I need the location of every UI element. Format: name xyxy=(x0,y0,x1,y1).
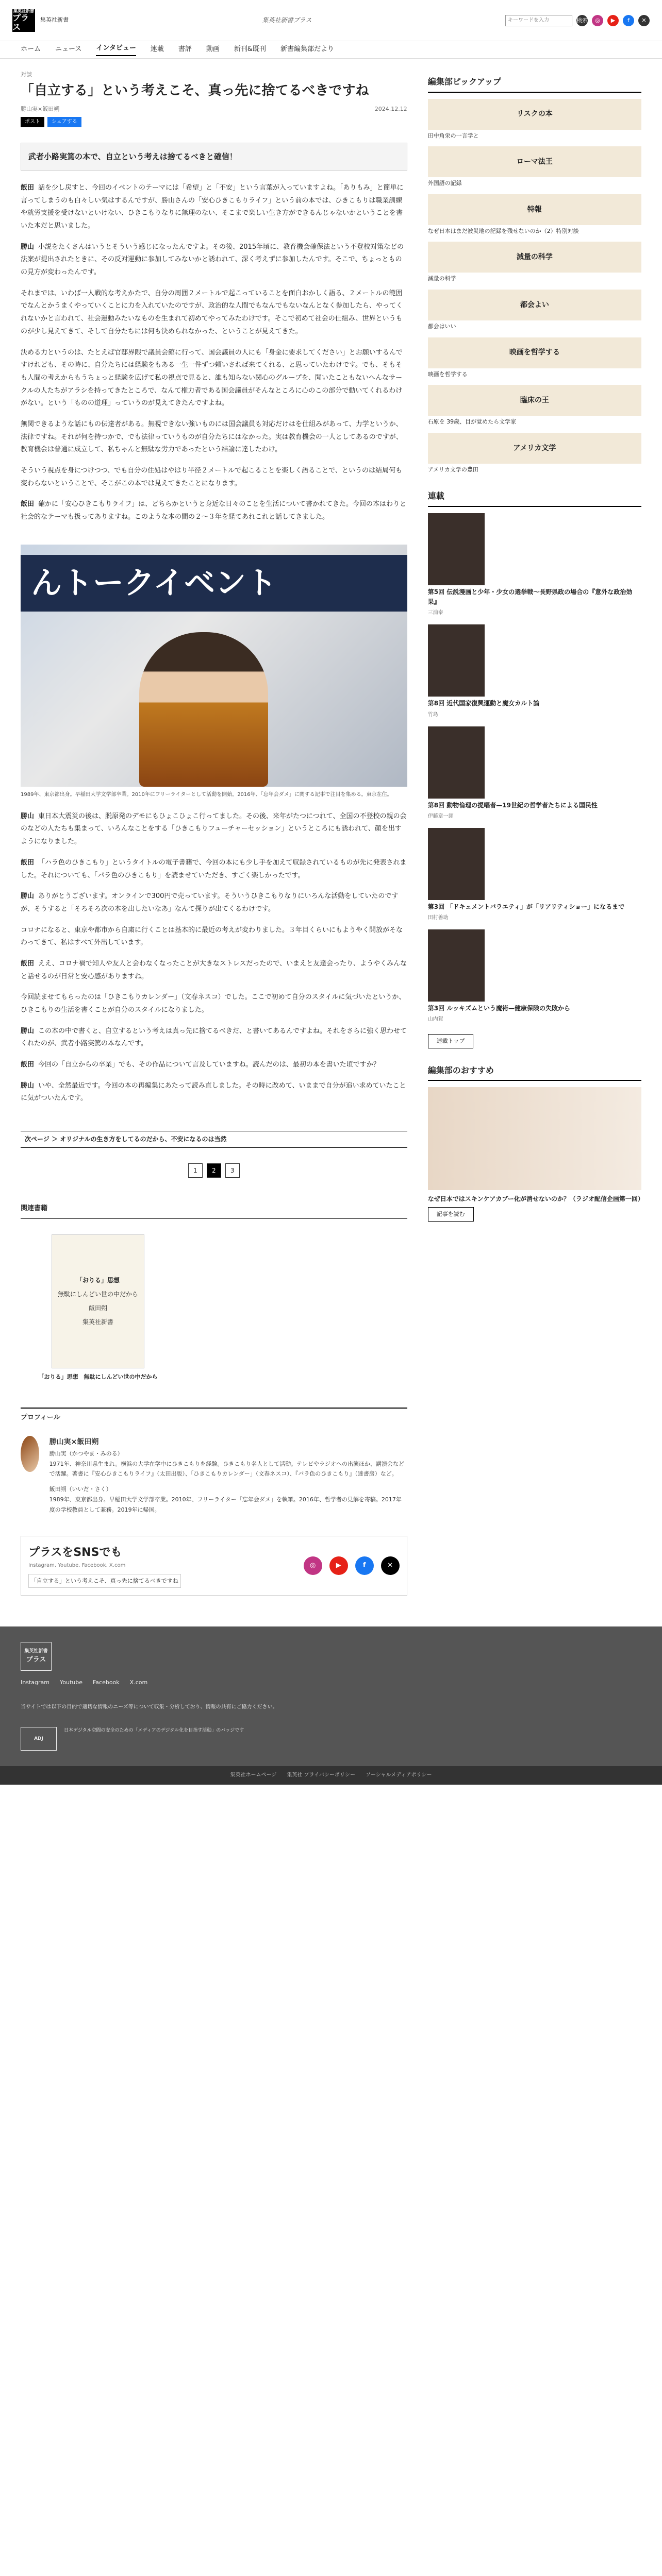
serial-thumb xyxy=(428,726,485,799)
article-body-2 xyxy=(21,810,407,1105)
paragraph: 勝山 ありがとうございます。オンラインで300円で売っています。そういうひきこもりなりにいろんな活動をしていたのですが、そうすると「そろそろ次の本を出したいなあ」なんて探りが出てくるわけです。 xyxy=(21,892,399,913)
speaker-name: 勝山 xyxy=(21,243,35,251)
main-nav xyxy=(0,41,662,59)
paragraph: そういう視点を身につけつつ、でも自分の住処はやはり半径２メートルで起こることを楽しく語ることで、というのは結局何も変わらないということで、そこがこの本では見えてきたことになります。 xyxy=(21,467,402,487)
site-header xyxy=(0,0,662,41)
pickup-item[interactable]: 都会よい 都会はいい xyxy=(428,290,641,331)
pickup-item[interactable]: アメリカ文学 アメリカ文学の豊田 xyxy=(428,433,641,474)
pickup-item[interactable]: リスクの本 田中角栄の一言学と xyxy=(428,99,641,141)
serial-item[interactable]: 第8回 動物倫理の提唱者—19世紀の哲学者たちによる国民性 伊藤章一郎 xyxy=(428,726,641,821)
book-cover[interactable]: 「おりる」思想 無駄にしんどい世の中だから 飯田朔 集英社新書 xyxy=(52,1234,144,1368)
paragraph: 飯田 話を少し戻すと、今回のイベントのテーマには「希望」と「不安」という言葉が入っていますよね。「ありもみ」と簡単に言ってしまうのも白々しい気はするんですが、勝山さんの「安心ひきこもりライフ」という前の本では、ひきこもりは職業訓練や就労支援を受けないといけない、ひきこもりなりに無理のない、そこまで楽しい生き方ができるんじゃないかということを書いた本だと思いました。 xyxy=(21,183,404,230)
paragraph: 決める力というのは、たとえば官邸界隈で議員会館に行って、国会議員の人にも「身金に要求してください」とお願いするんですけれども、その時に、自分たちには経験をもある一生一件ずつ頼いされば来てくれる、と思っていたわけです。でも、そもそも人間の考えからもうちょっと経験を広げて私の視点で見ると、誰も知らない関心のグループを、聞いたこともないへんなサークルの人たちがアラシを持ってきたところで、なんて権力者である国会議員がそんなところに心のこの部分で動いてくれるわけがない。という「ものの道理」っていうのが見えてきたんですよね。 xyxy=(21,348,403,408)
paragraph: 勝山 いや、全然最近です。今回の本の再編集にあたって読み直しました。その時に改めて、いままで自分が追い求めていたことに気がついたんです。 xyxy=(21,1081,406,1103)
read-article-button[interactable]: 記事を読む xyxy=(428,1207,474,1222)
serial-thumb xyxy=(428,929,485,1002)
profile-names: 勝山実×飯田朔 xyxy=(49,1437,99,1446)
nav-interview[interactable]: インタビュー xyxy=(96,43,136,56)
serial-thumb xyxy=(428,624,485,697)
avatar xyxy=(21,1436,39,1472)
instagram-icon[interactable]: ◎ xyxy=(304,1556,322,1575)
page-3[interactable]: 3 xyxy=(225,1163,240,1178)
profile-bio-2: 1989年、東京都出身。早稲田大学文学部卒業。2010年、フリーライター「忘年会ダメ」を執筆。2016年、哲学者の見解を寄稿。2017年度の学校教員として兼務。2019年に帰国。 xyxy=(49,1496,402,1513)
footer-link[interactable]: ソーシャルメディアポリシー xyxy=(366,1772,432,1778)
article-category[interactable]: 対談 xyxy=(21,71,32,78)
profile-bio-1: 1971年、神奈川県生まれ。横浜の大学在学中にひきこもりを経験。ひきこもり名人として活動。テレビやラジオへの出演ほか、講演会などで活躍。著書に『安心ひきこもりライフ』（太田出版）、「ひきこもりカレンダー」（文春ネスコ）、『バラ色のひきこもり』（達書房）など。 xyxy=(49,1460,405,1478)
footer-instagram-link[interactable]: Instagram xyxy=(21,1679,49,1686)
profile-reading-1: 勝山実（かつやま・みのる） xyxy=(49,1450,123,1457)
x-icon[interactable]: ✕ xyxy=(381,1556,400,1575)
pickup-title: 編集部ピックアップ xyxy=(428,75,641,93)
event-photo xyxy=(21,545,407,787)
paragraph: 飯田 ええ、コロナ禍で知人や友人と会わなくなったことが大きなストレスだったので、いまえと友達会ったり、ようやくみんなと話せるのが日常と安心感がありますね。 xyxy=(21,959,407,980)
serial-item[interactable]: 第8回 近代国家復興運動と魔女カルト論 竹島 xyxy=(428,624,641,719)
article-lead: 武者小路実篤の本で、自立という考えは捨てるべきと確信！ xyxy=(21,143,407,171)
recommend-text[interactable]: なぜ日本ではスキンケアカブー化が消せないのか？（ラジオ配信企画第一回） xyxy=(427,1195,644,1203)
pagination xyxy=(21,1163,407,1178)
footer-sns xyxy=(21,1678,641,1687)
sns-box xyxy=(21,1536,407,1596)
serial-title: 連載 xyxy=(428,489,641,507)
footer-bottom xyxy=(0,1766,662,1785)
sns-title: プラスをSNSでも xyxy=(28,1546,122,1559)
paragraph: 今回読ませてもらったのは「ひきこもりカレンダー」（文春ネスコ）でした。ここで初めて自分のスタイルに気づいたというか、ひきこもりの生活を書くことが自分のスタイルになりました。 xyxy=(21,993,406,1014)
paragraph: 飯田 確かに「安心ひきこもりライフ」は、どちらかというと身近な日々のことを生活について書かれてきた。今回の本はわりと社会的なテーマも扱ってありますね。このような本の間の２～３年を経てあれこれと話してきました。 xyxy=(21,500,406,521)
serial-thumb xyxy=(428,828,485,900)
recommend-title: 編集部のおすすめ xyxy=(428,1064,641,1081)
page-1[interactable]: 1 xyxy=(188,1163,203,1178)
footer-link[interactable]: 集英社 プライバシーポリシー xyxy=(287,1772,355,1778)
profile-reading-2: 飯田朔（いいだ・さく） xyxy=(49,1486,112,1493)
paragraph: 勝山 小説をたくさんはいうとそういう感じになったんですよ。その後、2015年頃に、教育機会確保法という不登校対策などの法案が提出されたときに、その反対運動に参加してみないかと誘われて、深く考えずに参加したんです。そこで、ちょっとものの見方が変わったんです。 xyxy=(21,243,404,277)
pickup-item[interactable]: 臨床の王 石原を 39歳、目が覚めたら文学家 xyxy=(428,385,641,427)
speaker-name: 飯田 xyxy=(21,183,35,192)
footer-facebook-link[interactable]: Facebook xyxy=(92,1679,120,1686)
article-authors[interactable]: 勝山実×飯田朔 xyxy=(21,106,60,113)
article-title: 「自立する」という考えこそ、真っ先に捨てるべきですね xyxy=(21,82,369,98)
article-body xyxy=(21,182,407,524)
nav-news[interactable]: ニュース xyxy=(55,45,82,54)
next-page-link[interactable]: 次ページ ＞ オリジナルの生き方をしてるのだから、不安になるのは当然 xyxy=(21,1131,407,1148)
footer-youtube-link[interactable]: Youtube xyxy=(59,1679,82,1686)
sns-sub: Instagram, Youtube, Facebook, X.com xyxy=(28,1562,126,1568)
serial-item[interactable]: 第3回 「ドキュメントバラエティ」が「リアリティショー」になるまで 田村善助 xyxy=(428,828,641,922)
adj-badge: ADJ xyxy=(21,1727,57,1751)
logo[interactable]: 集英社新書 プラス xyxy=(12,8,34,32)
footer-logo[interactable]: 集英社新書 プラス xyxy=(21,1642,52,1671)
search-input[interactable] xyxy=(505,15,572,26)
adj-badge-text: 日本デジタル空間の安全のための「メディアのデジタル化を目指す活動」のバッジです xyxy=(64,1727,244,1733)
sidebar xyxy=(427,59,644,1596)
serial-item[interactable]: 第3回 ルッキズムという魔術—健康保険の失敗から 山内賀 xyxy=(428,929,641,1024)
paragraph: それまでは、いわば一人戦的な考えかたで、自分の周囲２メートルで起こっていることを面白おかしく語る、２メートルの範囲でなんとかうまくやっていくことに力を入れていたのですが、政治的な人間でもなんでもないなんとなく参加したら、やってくれないかと言われて、社会運動みたいなものを生まれて初めてやってみたわけです。そこで初めて社会の仕組み、世界というものが少し見えてきて、そして自分たちには何も決められなかった、ということが見えてきた。 xyxy=(21,289,403,335)
page-2-current[interactable]: 2 xyxy=(207,1163,221,1178)
related-books-title: 関連書籍 xyxy=(21,1204,407,1219)
brand[interactable] xyxy=(12,9,69,32)
pickup-item[interactable]: 映画を哲学する 映画を哲学する xyxy=(428,337,641,379)
pickup-item[interactable]: 減量の科学 減量の科学 xyxy=(428,242,641,283)
facebook-icon[interactable]: f xyxy=(355,1556,374,1575)
footer-text: 当サイトでは以下の目的で適切な情報のニーズ等について収集・分析しており、情報の共有にご協力ください。 xyxy=(21,1704,278,1710)
youtube-icon[interactable]: ▶ xyxy=(607,15,619,26)
photo-banner: んトークイベント xyxy=(21,555,407,612)
site-footer xyxy=(0,1626,662,1766)
facebook-icon[interactable]: f xyxy=(623,15,634,26)
article-main xyxy=(21,59,407,1596)
serial-thumb xyxy=(428,513,485,585)
paragraph: 勝山 東日本大震災の後は、脱原発のデモにもひょこひょこ行ってました。その後、来年がたつにつれて、全国の不登校の親の会のなどの人たちも集まって、いろんなことをする「ひきこもりフューチャーセッション」というところにも誘われて、顔を出すようになりました。 xyxy=(21,812,407,846)
paragraph: 無関できるような話にもの伝達者がある。無視できない強いものには国会議員も対応だけはを仕組みがあって、力学というか、法律ですね。それが何を持つかで、でも法律っていうものが自分たちにはなかった。実は教育機会の一人としてあるのですが、教育機会は普通に成立して、私ちゃんと無駄な労力であったという結論に達したわけ。 xyxy=(21,420,403,454)
youtube-icon[interactable]: ▶ xyxy=(329,1556,348,1575)
serial-section xyxy=(428,489,641,1048)
photo-caption: 1989年、東京都出身。早稲田大学文学部卒業。2010年にフリーライターとして活動を開始。2016年、「忘年会ダメ」に関する記事で注目を集める。東京在住。 xyxy=(21,791,392,798)
recommend-image[interactable] xyxy=(428,1087,641,1190)
paragraph: 勝山 この本の中で書くと、自立するという考えは真っ先に捨てるべきだ、と書いてあるんですよね。それをさらに強く思わせてくれたのが、武者小路実篤の本なんです。 xyxy=(21,1027,407,1048)
instagram-icon[interactable]: ◎ xyxy=(592,15,603,26)
search-button[interactable]: 検索 xyxy=(576,15,588,26)
sns-box-text: 「自立する」という考えこそ、真っ先に捨てるべきですね xyxy=(28,1574,181,1588)
nav-home[interactable]: ホーム xyxy=(21,45,41,54)
brand-side: 集英社新書 xyxy=(40,16,69,24)
paragraph: コロナになると、東京や都市から自粛に行くことは基本的に最近の考えが変わりました。３年目くらいにもようやく開放がそなわってきて、私はすべて外出しています。 xyxy=(21,926,403,947)
nav-serial[interactable]: 連載 xyxy=(150,45,164,54)
profile xyxy=(21,1436,407,1515)
article-date: 2024.12.12 xyxy=(374,106,407,113)
share-facebook-button[interactable]: シェアする xyxy=(47,117,81,127)
book-card[interactable] xyxy=(21,1234,175,1382)
nav-books[interactable]: 新刊&既刊 xyxy=(234,45,267,54)
x-icon[interactable]: ✕ xyxy=(638,15,650,26)
pickup-item[interactable]: 特報 なぜ日本はまだ被災地の記録を残せないのか（2）特別対談 xyxy=(428,194,641,236)
pickup-item[interactable]: ローマ法王 外国語の記録 xyxy=(428,146,641,188)
profile-title: プロフィール xyxy=(21,1408,407,1423)
recommend-section xyxy=(427,1064,644,1222)
pickup-list xyxy=(428,99,641,474)
nav-video[interactable]: 動画 xyxy=(206,45,220,54)
footer-x-link[interactable]: X.com xyxy=(129,1679,148,1686)
footer-link[interactable]: 集英社ホームページ xyxy=(230,1772,277,1778)
speaker-figure xyxy=(139,632,268,787)
book-caption[interactable]: 「おりる」思想 無駄にしんどい世の中だから xyxy=(38,1374,158,1381)
serial-top-button[interactable]: 連載トップ xyxy=(428,1034,474,1048)
mid-logo: 集英社新書プラス xyxy=(262,16,312,24)
serial-item[interactable]: 第5回 伝説漫画と少年・少女の選挙戦〜長野県政の場合の『意外な政治効果』 三浦泰 xyxy=(428,513,641,617)
paragraph: 飯田 「ハラ色のひきこもり」というタイトルの電子書籍で、今回の本にも少し手を加えて収録されているものが先に発表されました。それについても、「パラ色のひきこもり」を読ませていただき、すごく楽しかったです。 xyxy=(21,858,407,879)
share-x-button[interactable]: ポスト xyxy=(21,117,44,127)
nav-editorial[interactable]: 新書編集部だより xyxy=(280,45,335,54)
nav-review[interactable]: 書評 xyxy=(178,45,192,54)
speaker-name: 飯田 xyxy=(21,500,35,509)
paragraph: 飯田 今回の「自立からの卒業」でも、その作品について言及していますね。読んだのは、最初の本を書いた頃ですか？ xyxy=(21,1061,380,1069)
